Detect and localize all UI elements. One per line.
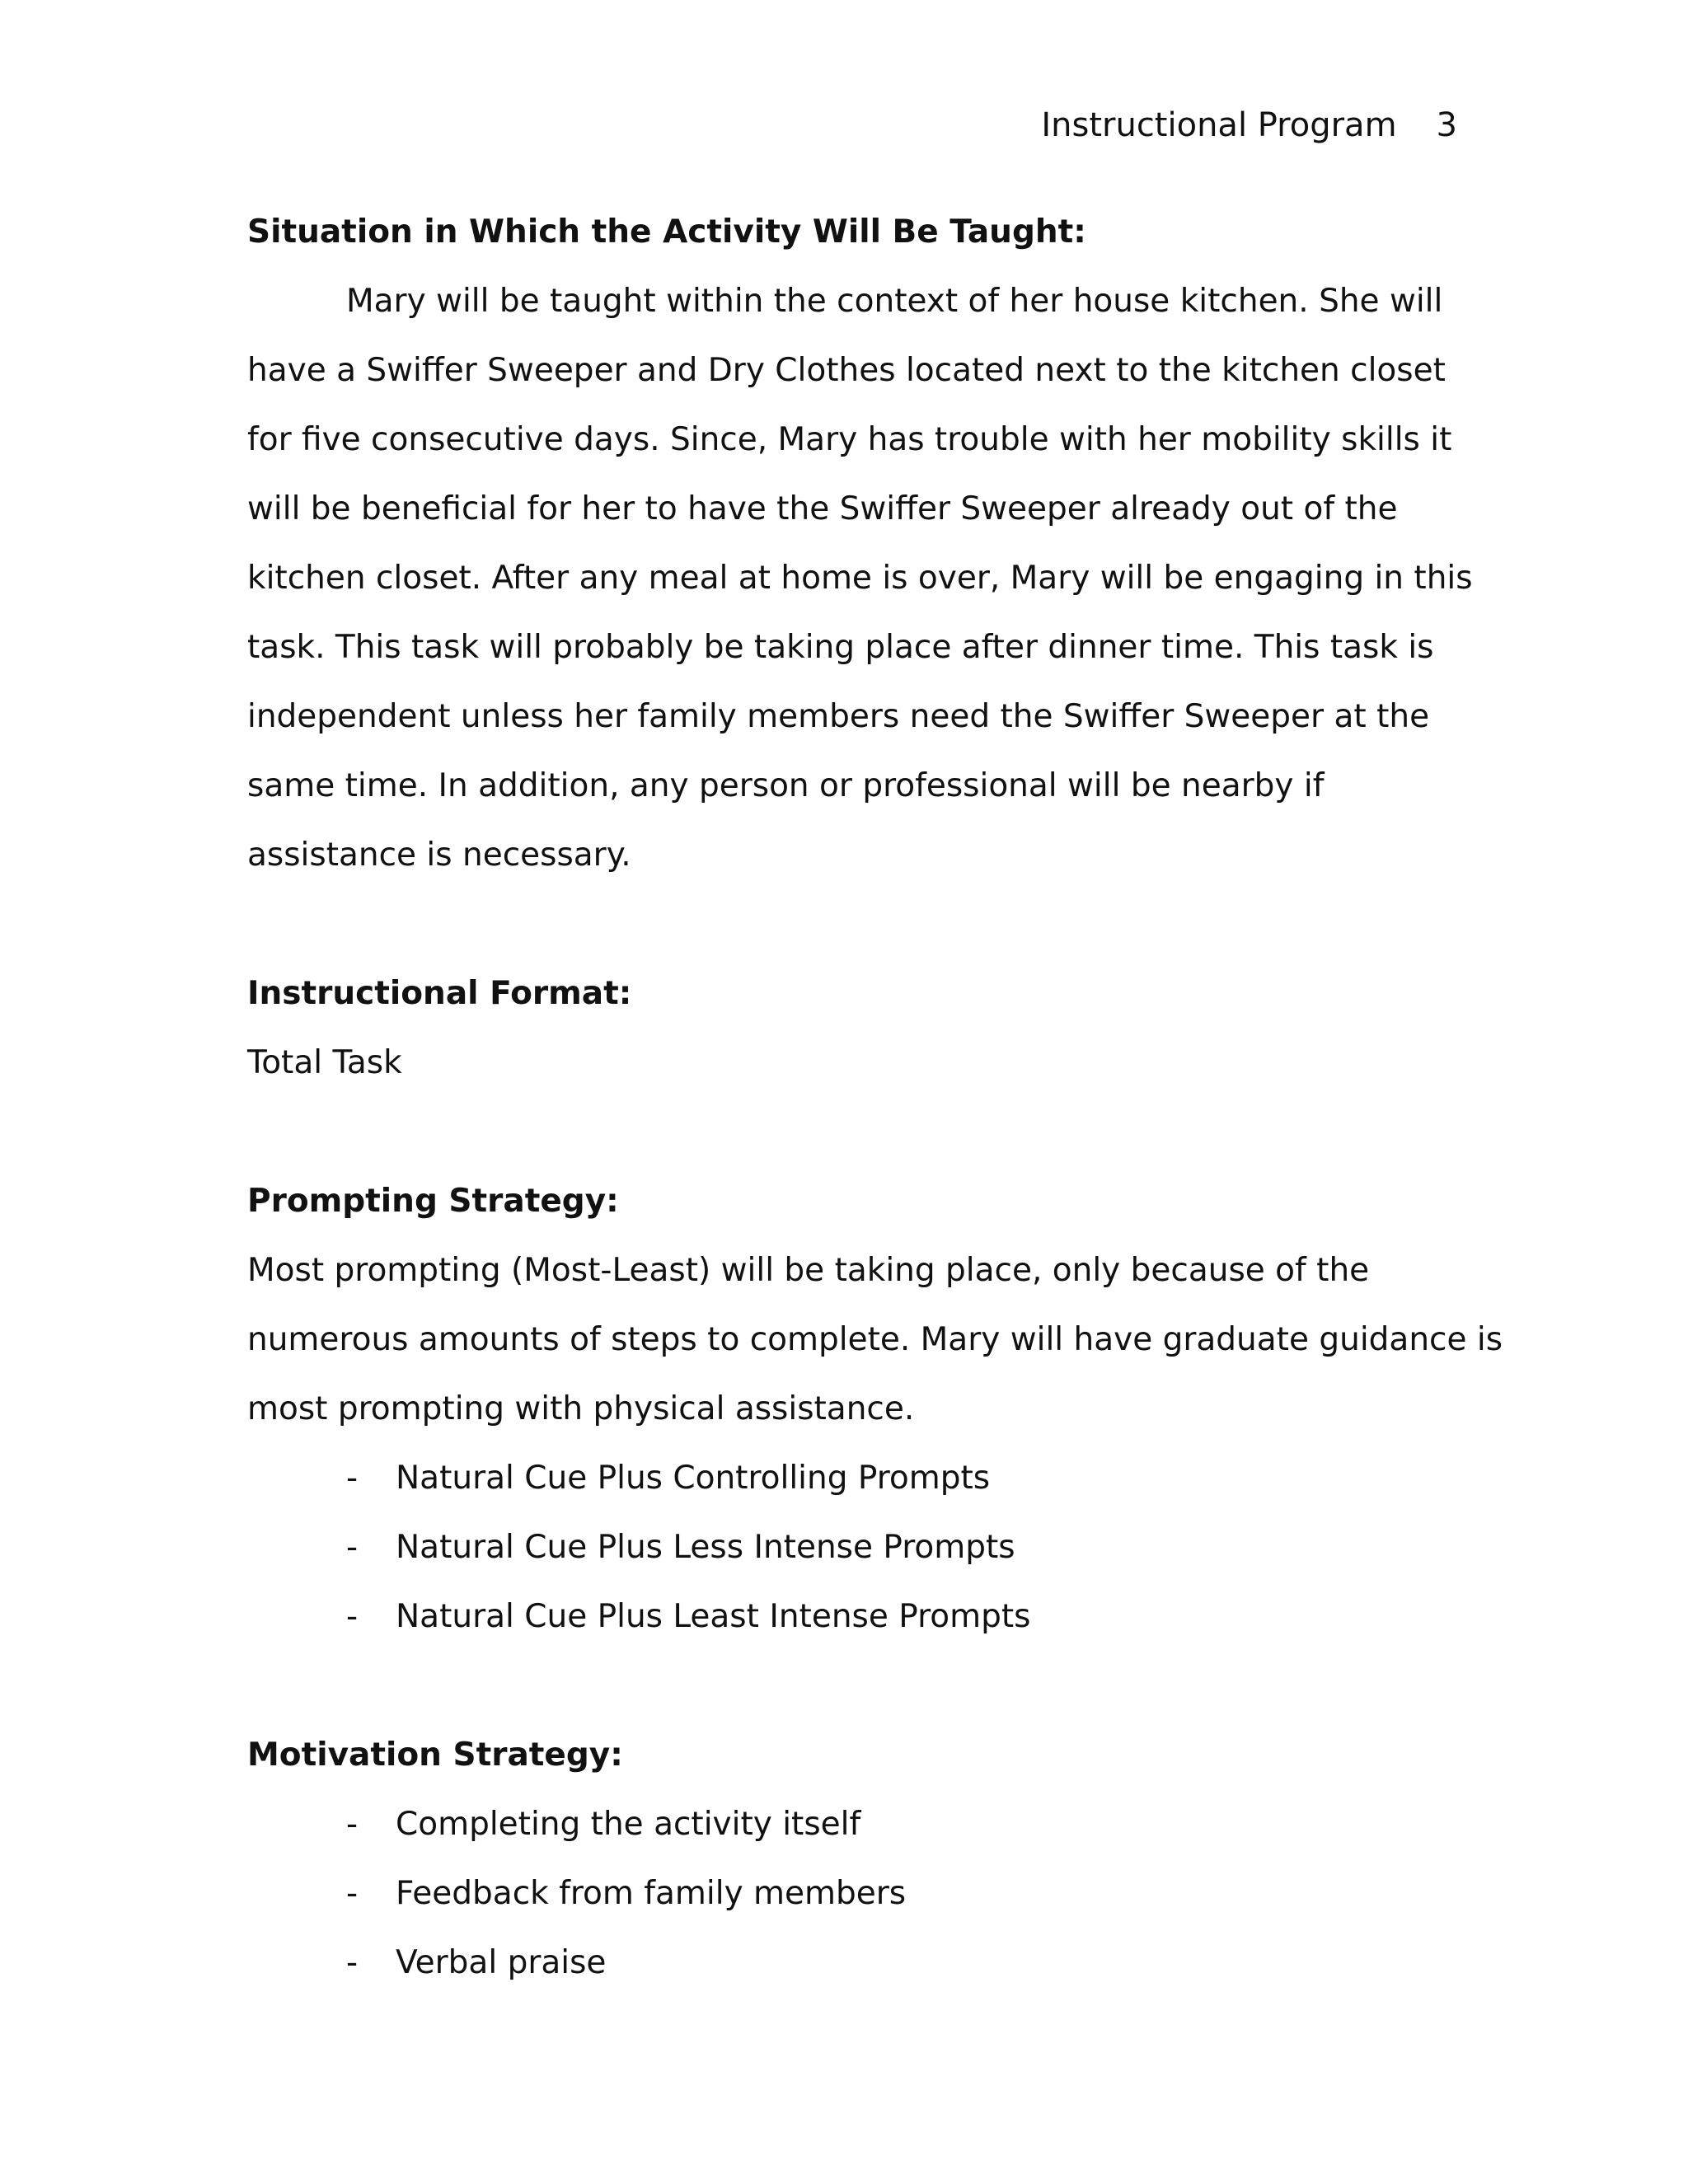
format-heading: Instructional Format: xyxy=(247,975,632,1012)
paragraph-line: Mary will be taught within the context of her house kitchen. She will xyxy=(346,283,1443,320)
list-item-text: Natural Cue Plus Least Intense Prompts xyxy=(396,1598,1031,1635)
running-header xyxy=(1041,102,1457,148)
list-item xyxy=(247,1859,1434,1929)
bullet-marker: - xyxy=(346,1944,359,1981)
section-spacer xyxy=(247,1098,1434,1167)
list-item-text: Completing the activity itself xyxy=(396,1806,861,1843)
paragraph-line: assistance is necessary. xyxy=(247,837,631,874)
bullet-marker: - xyxy=(346,1460,359,1497)
list-item xyxy=(247,1444,1434,1513)
list-item-text: Verbal praise xyxy=(396,1944,607,1981)
prompting-list xyxy=(247,1444,1434,1652)
list-item-text: Natural Cue Plus Controlling Prompts xyxy=(396,1460,991,1497)
header-title: Instructional Program xyxy=(1041,106,1397,144)
list-item-text: Natural Cue Plus Less Intense Prompts xyxy=(396,1529,1015,1566)
paragraph-line: kitchen closet. After any meal at home is over, Mary will be engaging in this xyxy=(247,560,1473,597)
bullet-marker: - xyxy=(346,1875,359,1912)
section-spacer xyxy=(247,1652,1434,1721)
paragraph-line: numerous amounts of steps to complete. Mary will have graduate guidance is xyxy=(247,1321,1503,1358)
paragraph-line: independent unless her family members need the Swiffer Sweeper at the xyxy=(247,698,1430,735)
bullet-marker: - xyxy=(346,1598,359,1635)
bullet-marker: - xyxy=(346,1806,359,1843)
motivation-list xyxy=(247,1790,1434,1998)
list-item xyxy=(247,1582,1434,1652)
situation-paragraph xyxy=(247,267,1473,890)
section-spacer xyxy=(247,890,1434,959)
paragraph-line: same time. In addition, any person or professional will be nearby if xyxy=(247,767,1325,804)
paragraph-line: have a Swiffer Sweeper and Dry Clothes located next to the kitchen closet xyxy=(247,352,1446,389)
situation-heading: Situation in Which the Activity Will Be Taught: xyxy=(247,213,1086,251)
list-item xyxy=(247,1929,1434,1998)
document-body xyxy=(247,198,1503,1998)
format-text: Total Task xyxy=(247,1044,402,1081)
paragraph-line: will be beneficial for her to have the Swiffer Sweeper already out of the xyxy=(247,490,1398,527)
paragraph-line: task. This task will probably be taking place after dinner time. This task is xyxy=(247,629,1434,666)
paragraph-line: for five consecutive days. Since, Mary has trouble with her mobility skills it xyxy=(247,421,1452,458)
paragraph-line: Most prompting (Most-Least) will be taking place, only because of the xyxy=(247,1252,1370,1289)
prompting-heading: Prompting Strategy: xyxy=(247,1183,619,1220)
list-item xyxy=(247,1513,1434,1582)
page-number: 3 xyxy=(1436,106,1457,144)
bullet-marker: - xyxy=(346,1529,359,1566)
list-item-text: Feedback from family members xyxy=(396,1875,907,1912)
list-item xyxy=(247,1790,1434,1859)
paragraph-line: most prompting with physical assistance. xyxy=(247,1390,915,1427)
prompting-paragraph xyxy=(247,1236,1503,1444)
motivation-heading: Motivation Strategy: xyxy=(247,1736,623,1774)
